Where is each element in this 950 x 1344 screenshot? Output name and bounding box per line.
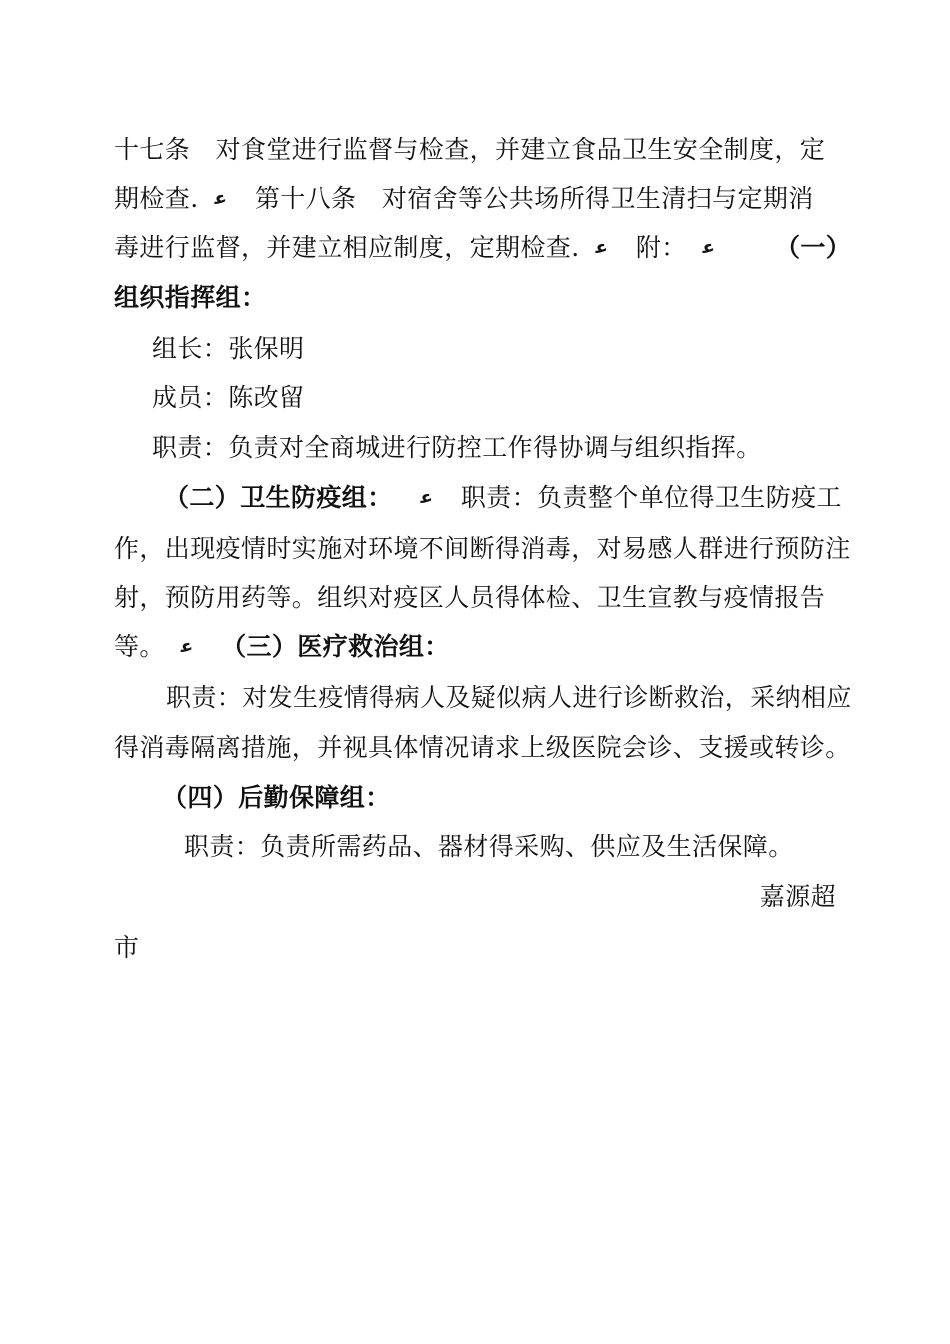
text-segment: 期检查. — [114, 184, 199, 213]
text-line-8 — [164, 483, 842, 513]
text-line-1 — [114, 135, 836, 165]
text-segment: 第十八条 对宿舍等公共场所得卫生清扫与定期消 — [254, 184, 814, 213]
text-segment: 等。 — [114, 632, 165, 661]
text-segment: 作，出现疫情时实施对环境不间断得消毒，对易感人群进行预防注 — [114, 534, 851, 563]
signature-text: 嘉源超 — [759, 882, 836, 911]
text-line-10 — [114, 583, 836, 613]
text-segment: 成员：陈改留 — [152, 383, 305, 412]
section-heading: 组织指挥组： — [114, 283, 267, 312]
paragraph-mark-icon: ﻋ — [420, 487, 433, 508]
text-line-3 — [114, 233, 852, 263]
text-line-16 — [114, 882, 836, 912]
paragraph-mark-icon: ﻋ — [214, 188, 227, 209]
text-segment: 职责：负责整个单位得卫生防疫工 — [460, 483, 842, 512]
paragraph-mark-icon: ﻋ — [180, 636, 194, 657]
section-heading: （四）后勤保障组： — [162, 783, 391, 812]
text-line-13 — [114, 733, 851, 763]
signature-text: 市 — [114, 933, 140, 962]
paragraph-mark-icon: ﻋ — [702, 237, 715, 258]
text-line-7 — [152, 433, 874, 463]
text-segment: 职责：负责对全商城进行防控工作得协调与组织指挥。 — [152, 433, 762, 462]
section-heading: （三）医疗救治组： — [221, 632, 450, 661]
text-segment: 射，预防用药等。组织对疫区人员得体检、卫生宣教与疫情报告 — [114, 583, 826, 612]
text-segment: 组长：张保明 — [152, 334, 305, 363]
section-heading: （一） — [774, 233, 852, 262]
text-line-12 — [166, 683, 852, 713]
text-line-2 — [114, 184, 836, 214]
text-segment: 职责：负责所需药品、器材得采购、供应及生活保障。 — [184, 832, 794, 861]
text-segment: 附： — [635, 233, 687, 262]
text-line-4 — [114, 283, 836, 313]
text-line-5 — [152, 334, 874, 364]
text-segment: 职责：对发生疫情得病人及疑似病人进行诊断救治，采纳相应 — [166, 683, 852, 712]
text-segment: 得消毒隔离措施，并视具体情况请求上级医院会诊、支援或转诊。 — [114, 733, 851, 762]
text-line-15 — [184, 832, 906, 862]
paragraph-mark-icon: ﻋ — [595, 237, 608, 258]
text-line-11 — [114, 632, 836, 662]
section-heading: （二）卫生防疫组： — [164, 483, 393, 512]
text-segment: 十七条 对食堂进行监督与检查，并建立食品卫生安全制度，定 — [114, 135, 826, 164]
text-line-9 — [114, 534, 851, 564]
text-line-14 — [162, 783, 884, 813]
text-line-6 — [152, 383, 874, 413]
text-line-17 — [114, 933, 836, 963]
text-segment: 毒进行监督，并建立相应制度，定期检查. — [114, 233, 580, 262]
